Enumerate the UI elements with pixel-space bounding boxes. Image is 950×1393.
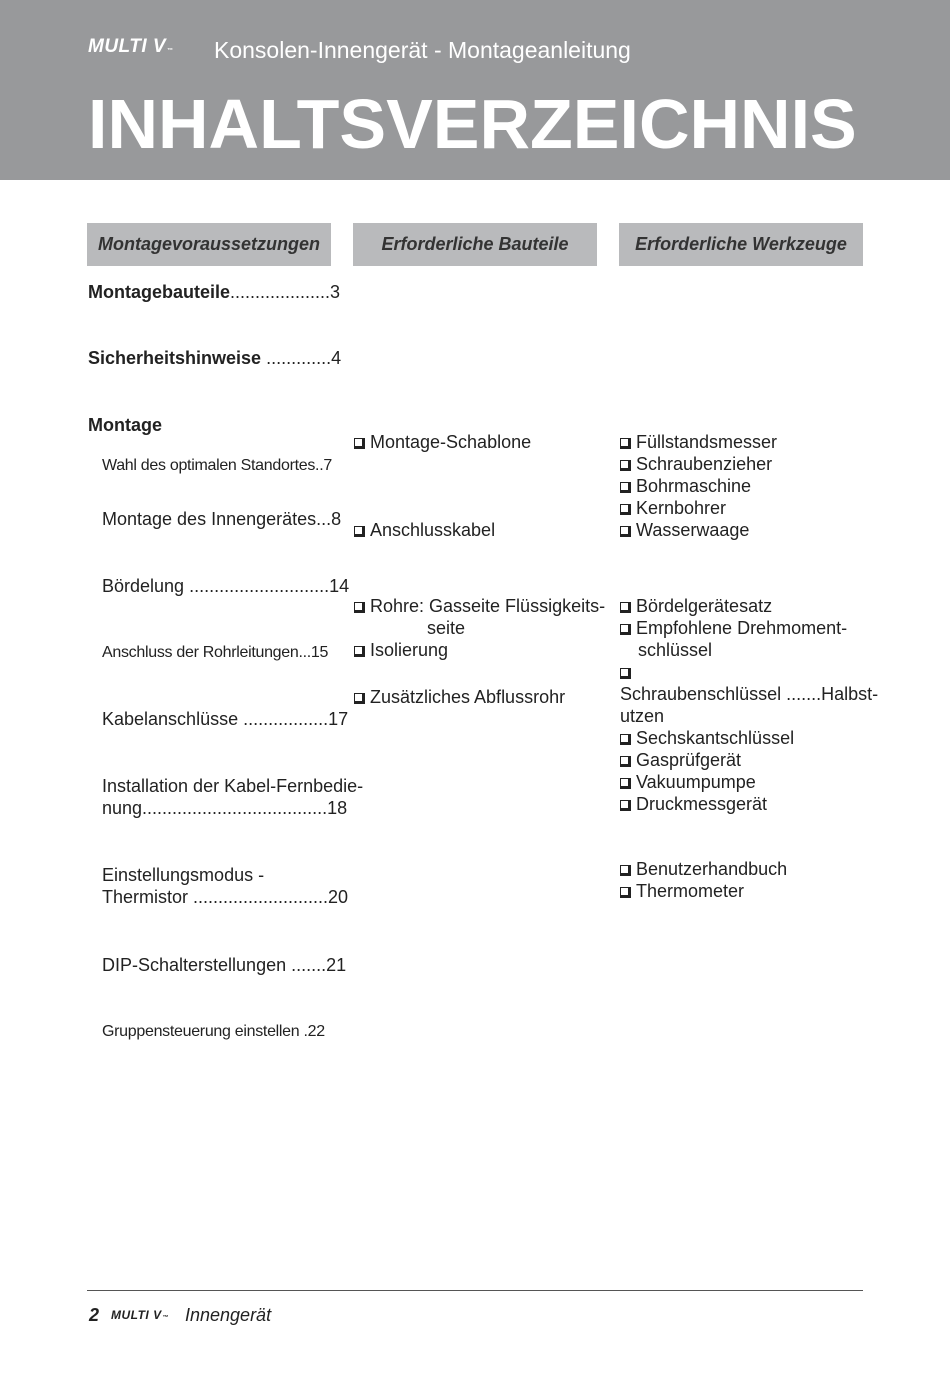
part-rohre: Rohre: Gasseite Flüssigkeits- seite xyxy=(354,595,605,639)
part-anschlusskabel: Anschlusskabel xyxy=(354,519,495,541)
list-item xyxy=(620,661,878,683)
part-isolierung: Isolierung xyxy=(354,639,448,661)
footer-label: Innengerät xyxy=(185,1305,272,1325)
toc-entry-fernbedienung-line2: nung.....................................18 xyxy=(102,798,348,818)
checkbox-icon xyxy=(354,438,365,449)
toc-heading-montage: Montage xyxy=(88,415,162,435)
checkbox-icon xyxy=(354,526,365,537)
toc-entry-fernbedienung[interactable] xyxy=(102,775,363,819)
toc-entry-einstellungsmodus-line1: Einstellungsmodus - xyxy=(102,865,265,885)
list-item: Bördelgerätesatz xyxy=(620,595,878,617)
checkbox-icon xyxy=(620,460,631,471)
checkbox-icon xyxy=(620,504,631,515)
list-item: Vakuumpumpe xyxy=(620,771,878,793)
toc-entry-standort[interactable]: Wahl des optimalen Standortes..7 xyxy=(102,457,332,474)
checkbox-icon xyxy=(620,526,631,537)
list-item: Benutzerhandbuch xyxy=(620,858,787,880)
column-heading-bauteile: Erforderliche Bauteile xyxy=(353,223,597,266)
header-band xyxy=(0,0,950,180)
list-item: Druckmessgerät xyxy=(620,793,878,815)
page-number: 2 xyxy=(89,1305,100,1325)
checkbox-icon xyxy=(354,602,365,613)
toc-entry-sicherheitshinweise[interactable]: Sicherheitshinweise .............4 xyxy=(88,348,342,368)
page-title: INHALTSVERZEICHNIS xyxy=(88,85,857,163)
checkbox-icon xyxy=(620,624,631,635)
checkbox-icon xyxy=(620,756,631,767)
toc-entry-einstellungsmodus[interactable] xyxy=(102,864,348,908)
multi-v-logo: MULTI V™ xyxy=(88,36,174,57)
tools-list-1 xyxy=(620,431,777,541)
manual-subtitle: Konsolen-Innengerät - Montageanleitung xyxy=(214,37,631,63)
toc-entry-boerdelung[interactable]: Bördelung ............................14 xyxy=(102,576,350,596)
list-item: Thermometer xyxy=(620,880,787,902)
list-item: Schraubenzieher xyxy=(620,453,777,475)
toc-entry-gruppensteuerung[interactable]: Gruppensteuerung einstellen .22 xyxy=(102,1023,325,1040)
column-heading-montagevoraussetzungen: Montagevoraussetzungen xyxy=(87,223,331,266)
checkbox-icon xyxy=(620,668,631,679)
checkbox-icon xyxy=(620,602,631,613)
list-item-continuation: schlüssel xyxy=(638,640,713,660)
toc-entry-rohrleitungen[interactable]: Anschluss der Rohrleitungen...15 xyxy=(102,644,329,661)
list-item: Füllstandsmesser xyxy=(620,431,777,453)
checkbox-icon xyxy=(620,865,631,876)
tools-list-2 xyxy=(620,595,878,815)
footer-divider xyxy=(87,1290,863,1291)
checkbox-icon xyxy=(354,693,365,704)
list-item: Kernbohrer xyxy=(620,497,777,519)
checkbox-icon xyxy=(620,887,631,898)
toc-entry-innengeraet[interactable]: Montage des Innengerätes...8 xyxy=(102,509,342,529)
list-item: Empfohlene Drehmoment- xyxy=(620,617,878,639)
list-item: Sechskantschlüssel xyxy=(620,727,878,749)
list-item: Wasserwaage xyxy=(620,519,777,541)
part-abflussrohr: Zusätzliches Abflussrohr xyxy=(354,686,565,708)
checkbox-icon xyxy=(620,438,631,449)
checkbox-icon xyxy=(620,734,631,745)
list-item-continuation: utzen xyxy=(620,706,665,726)
footer-multi-v-logo: MULTI V™ xyxy=(111,1308,170,1322)
list-item: Gasprüfgerät xyxy=(620,749,878,771)
part-montage-schablone: Montage-Schablone xyxy=(354,431,531,453)
toc-entry-kabelanschluesse[interactable]: Kabelanschlüsse .................17 xyxy=(102,709,349,729)
toc-entry-einstellungsmodus-line2: Thermistor ...........................20 xyxy=(102,887,349,907)
toc-entry-dip-schalter[interactable]: DIP-Schalterstellungen .......21 xyxy=(102,955,347,975)
list-item-continuation: Schraubenschlüssel .......Halbst- xyxy=(620,684,879,704)
tools-list-3 xyxy=(620,858,787,902)
checkbox-icon xyxy=(620,482,631,493)
checkbox-icon xyxy=(620,778,631,789)
checkbox-icon xyxy=(620,800,631,811)
checkbox-icon xyxy=(354,646,365,657)
list-item: Bohrmaschine xyxy=(620,475,777,497)
toc-entry-montagebauteile[interactable]: Montagebauteile....................3 xyxy=(88,282,341,302)
toc-entry-fernbedienung-line1: Installation der Kabel-Fernbedie- xyxy=(102,776,364,796)
column-heading-werkzeuge: Erforderliche Werkzeuge xyxy=(619,223,863,266)
